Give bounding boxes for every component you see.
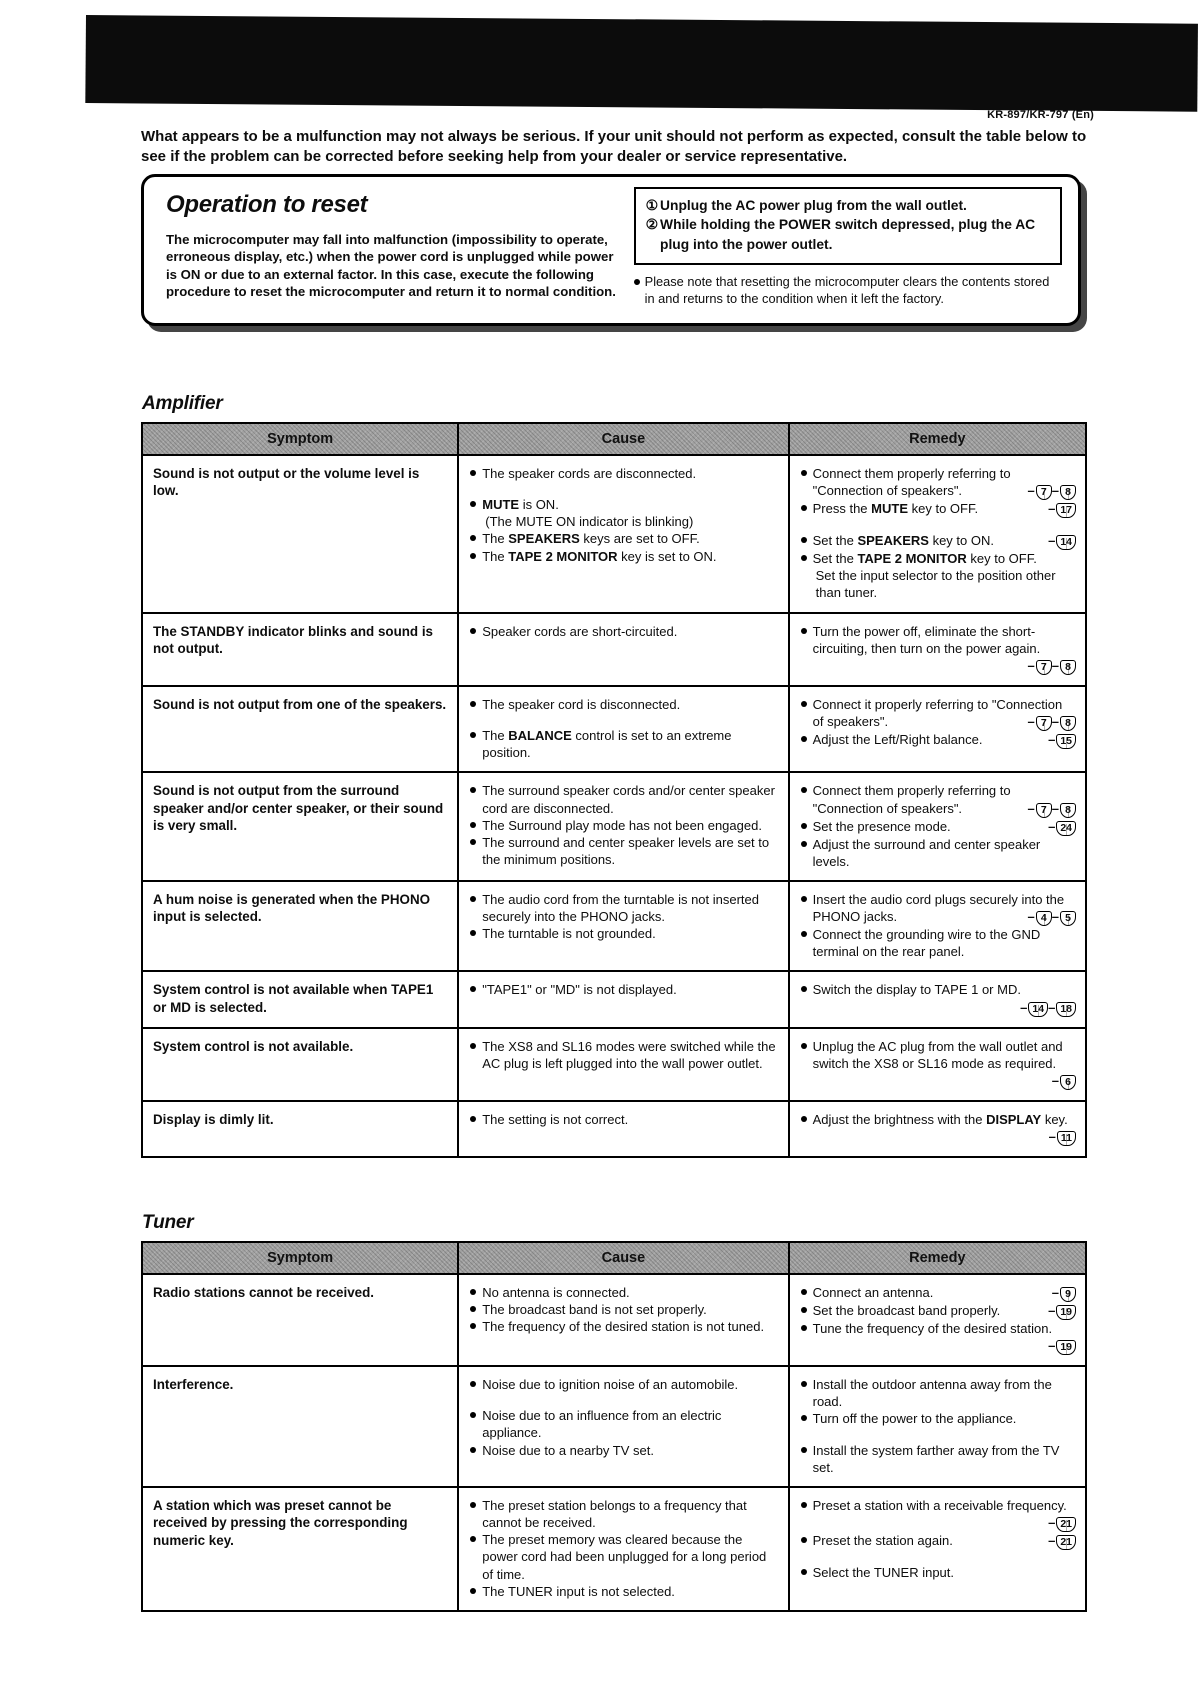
cell-item-text: Install the outdoor antenna away from the road. bbox=[812, 1377, 1052, 1410]
bullet-icon bbox=[801, 537, 807, 543]
reset-steps-box bbox=[634, 187, 1062, 265]
cause-cell bbox=[458, 971, 788, 1027]
cell-item bbox=[469, 548, 778, 565]
cell-item bbox=[800, 500, 1076, 518]
intro-paragraph: What appears to be a mulfunction may not always be serious. If your unit should not perform as expected, consult the table below to see if the problem can be corrected before seeking help from your dealer or service representative. bbox=[141, 128, 1087, 165]
section-title-amplifier: Amplifier bbox=[142, 393, 223, 414]
table-row bbox=[142, 772, 1086, 880]
cell-item-text: Noise due to ignition noise of an automobile. bbox=[482, 1377, 739, 1393]
bullet-icon bbox=[801, 1381, 807, 1387]
cell-item-text: (The MUTE ON indicator is blinking) bbox=[485, 514, 694, 530]
cell-item bbox=[800, 1497, 1076, 1532]
page-references: – 15 bbox=[1048, 731, 1076, 749]
bullet-icon bbox=[470, 732, 476, 738]
bullet-icon bbox=[470, 1502, 476, 1508]
cell-item-text: Insert the audio cord plugs securely into the PHONO jacks. bbox=[812, 891, 1065, 925]
cell-item-text: Adjust the brightness with the DISPLAY key. bbox=[812, 1111, 1068, 1127]
cell-item-text: Unplug the AC plug from the wall outlet and switch the XS8 or SL16 mode as required. bbox=[812, 1038, 1063, 1071]
bullet-icon bbox=[470, 1323, 476, 1329]
symptom-cell: Sound is not output from one of the speakers. bbox=[142, 686, 458, 772]
table-row bbox=[142, 1028, 1086, 1101]
open-book-page-icon: 8 bbox=[1060, 660, 1076, 675]
bullet-icon bbox=[470, 1588, 476, 1594]
bullet-icon bbox=[470, 986, 476, 992]
cell-item-text: Connect them properly referring to "Connection of speakers". bbox=[812, 466, 1011, 499]
open-book-page-icon: 5 bbox=[1060, 911, 1076, 926]
page-references: – 14 – 18 bbox=[1020, 999, 1076, 1017]
symptom-cell: Sound is not output from the surround speaker and/or center speaker, or their sound is very small. bbox=[142, 772, 458, 880]
page-references: – 19 bbox=[1048, 1337, 1076, 1355]
cell-item-text: Turn the power off, eliminate the short-circuiting, then turn on the power again. bbox=[812, 623, 1041, 656]
bullet-icon bbox=[470, 787, 476, 793]
bullet-icon bbox=[470, 470, 476, 476]
bullet-icon bbox=[470, 501, 476, 507]
cell-item-text: Adjust the surround and center speaker levels. bbox=[812, 836, 1041, 869]
open-book-page-icon: 8 bbox=[1060, 803, 1076, 818]
cell-item bbox=[469, 925, 778, 942]
cell-item bbox=[800, 891, 1076, 926]
bullet-icon bbox=[801, 1447, 807, 1453]
page-references: – 21 bbox=[1048, 1532, 1076, 1550]
symptom-cell: Interference. bbox=[142, 1366, 458, 1487]
cell-item-text: Noise due to an influence from an electric appliance. bbox=[482, 1408, 722, 1441]
page-references: – 7 – 8 bbox=[1028, 800, 1076, 818]
bullet-icon bbox=[470, 839, 476, 845]
cell-item bbox=[800, 836, 1076, 870]
cell-item bbox=[469, 727, 778, 761]
table-row bbox=[142, 455, 1086, 613]
cause-cell bbox=[458, 881, 788, 971]
cell-item bbox=[469, 1376, 778, 1393]
cell-item-text: MUTE is ON. bbox=[482, 497, 559, 513]
cell-item bbox=[800, 532, 1076, 550]
cell-item bbox=[800, 1111, 1076, 1146]
section-title-tuner: Tuner bbox=[142, 1212, 194, 1233]
cell-item bbox=[800, 1442, 1076, 1476]
remedy-cell bbox=[789, 455, 1086, 613]
table-header-row bbox=[142, 1242, 1086, 1274]
open-book-page-icon: 21 bbox=[1056, 1517, 1076, 1532]
open-book-page-icon: 4 bbox=[1036, 911, 1052, 926]
cell-item bbox=[469, 981, 778, 998]
remedy-cell bbox=[789, 881, 1086, 971]
bullet-icon bbox=[801, 1325, 807, 1331]
cell-item bbox=[469, 1583, 778, 1600]
cell-item-text: The frequency of the desired station is not tuned. bbox=[482, 1319, 765, 1335]
bullet-icon bbox=[470, 1306, 476, 1312]
cause-cell bbox=[458, 613, 788, 686]
cell-item-text: The TAPE 2 MONITOR key is set to ON. bbox=[482, 548, 717, 564]
cause-cell bbox=[458, 455, 788, 613]
page-references: – 7 – 8 bbox=[1028, 482, 1076, 500]
reset-box-description: The microcomputer may fall into malfunction (impossibility to operate, erroneous display, etc.) when the power cord is unplugged while power is ON or due to an external factor. In this case, execute the following procedure to reset the microcomputer and return it to normal condition. bbox=[166, 232, 616, 300]
cell-item-text: Set the TAPE 2 MONITOR key to OFF. bbox=[812, 551, 1037, 567]
bullet-icon bbox=[470, 822, 476, 828]
bullet-icon bbox=[801, 1043, 807, 1049]
open-book-page-icon: 15 bbox=[1056, 734, 1076, 749]
cell-item-text: Turn off the power to the appliance. bbox=[812, 1411, 1017, 1427]
cause-cell bbox=[458, 1028, 788, 1101]
cell-item bbox=[800, 1320, 1076, 1355]
cell-item bbox=[469, 834, 778, 868]
table-head bbox=[142, 423, 1086, 455]
page-references: – 7 – 8 bbox=[1028, 657, 1076, 675]
bullet-icon bbox=[801, 931, 807, 937]
bullet-icon bbox=[801, 736, 807, 742]
amplifier-section bbox=[141, 393, 1087, 1158]
open-book-page-icon: 19 bbox=[1056, 1305, 1076, 1320]
cell-item bbox=[469, 1318, 778, 1335]
table-row bbox=[142, 1274, 1086, 1366]
cell-item bbox=[800, 1564, 1076, 1581]
step-text: Unplug the AC power plug from the wall outlet. bbox=[660, 198, 967, 213]
cell-item bbox=[469, 530, 778, 547]
bullet-icon bbox=[801, 787, 807, 793]
cell-item-text: Connect them properly referring to "Connection of speakers". bbox=[812, 783, 1011, 816]
column-header-cause: Cause bbox=[458, 1242, 788, 1274]
remedy-cell bbox=[789, 1028, 1086, 1101]
open-book-page-icon: 11 bbox=[1057, 1131, 1076, 1146]
table-head bbox=[142, 1242, 1086, 1274]
reset-box-right-column bbox=[630, 177, 1078, 323]
cell-item-text: The SPEAKERS keys are set to OFF. bbox=[482, 531, 700, 547]
bullet-icon bbox=[801, 1537, 807, 1543]
cell-item bbox=[469, 496, 778, 513]
cell-item bbox=[800, 981, 1076, 1016]
cell-item-text: The turntable is not grounded. bbox=[482, 926, 656, 942]
symptom-cell: Radio stations cannot be received. bbox=[142, 1274, 458, 1366]
cell-item-text: The preset memory was cleared because the power cord had been unplugged for a long period of time. bbox=[482, 1532, 767, 1582]
bullet-icon bbox=[470, 1381, 476, 1387]
bullet-icon bbox=[801, 1502, 807, 1508]
cell-item-text: The TUNER input is not selected. bbox=[482, 1583, 675, 1599]
bullet-icon bbox=[634, 279, 640, 285]
column-header-symptom: Symptom bbox=[142, 1242, 458, 1274]
symptom-cell: System control is not available when TAPE1 or MD is selected. bbox=[142, 971, 458, 1027]
remedy-cell bbox=[789, 971, 1086, 1027]
cause-cell bbox=[458, 686, 788, 772]
cell-item-text: Set the SPEAKERS key to ON. bbox=[812, 533, 994, 549]
reset-box-left-column bbox=[144, 177, 630, 323]
open-book-page-icon: 21 bbox=[1056, 1535, 1076, 1550]
cell-item-text: The Surround play mode has not been engaged. bbox=[482, 817, 762, 833]
bullet-icon bbox=[470, 896, 476, 902]
cell-item bbox=[800, 1376, 1076, 1410]
step-number-icon: ② bbox=[645, 217, 659, 233]
cell-item bbox=[469, 1442, 778, 1459]
cell-item-text: The surround and center speaker levels are set to the minimum positions. bbox=[482, 834, 770, 868]
cell-item bbox=[469, 782, 778, 816]
bullet-icon bbox=[801, 555, 807, 561]
remedy-cell bbox=[789, 1487, 1086, 1611]
table-row bbox=[142, 1366, 1086, 1487]
model-code: KR-897/KR-797 (En) bbox=[987, 109, 1094, 121]
page-references: – 6 bbox=[1052, 1072, 1076, 1090]
bullet-icon bbox=[470, 553, 476, 559]
cell-item-text: Noise due to a nearby TV set. bbox=[482, 1442, 654, 1458]
cell-item bbox=[800, 696, 1076, 731]
cell-item bbox=[800, 1284, 1076, 1302]
table-row bbox=[142, 1101, 1086, 1157]
open-book-page-icon: 7 bbox=[1036, 485, 1052, 500]
column-header-cause: Cause bbox=[458, 423, 788, 455]
cell-item bbox=[800, 782, 1076, 817]
open-book-page-icon: 7 bbox=[1036, 803, 1052, 818]
cell-item-text: Install the system farther away from the TV set. bbox=[812, 1442, 1060, 1475]
open-book-page-icon: 14 bbox=[1056, 535, 1076, 550]
cell-item-text: Connect it properly referring to "Connection of speakers". bbox=[812, 696, 1063, 730]
troubleshooting-table-amplifier bbox=[141, 422, 1087, 1158]
bullet-icon bbox=[801, 1289, 807, 1295]
cell-item-text: Select the TUNER input. bbox=[812, 1565, 955, 1581]
cell-item-text: Adjust the Left/Right balance. bbox=[812, 732, 983, 748]
symptom-cell: The STANDBY indicator blinks and sound is not output. bbox=[142, 613, 458, 686]
open-book-page-icon: 7 bbox=[1036, 660, 1052, 675]
cell-item-text: The preset station belongs to a frequency that cannot be received. bbox=[482, 1497, 747, 1531]
page-references: – 9 bbox=[1052, 1284, 1076, 1302]
troubleshooting-table-tuner bbox=[141, 1241, 1087, 1612]
open-book-page-icon: 7 bbox=[1036, 716, 1052, 731]
symptom-cell: System control is not available. bbox=[142, 1028, 458, 1101]
cause-cell bbox=[458, 772, 788, 880]
bullet-icon bbox=[801, 896, 807, 902]
open-book-page-icon: 8 bbox=[1060, 485, 1076, 500]
bullet-icon bbox=[801, 628, 807, 634]
open-book-page-icon: 18 bbox=[1056, 1002, 1076, 1017]
bullet-icon bbox=[470, 701, 476, 707]
open-book-page-icon: 17 bbox=[1056, 503, 1076, 518]
table-body bbox=[142, 1274, 1086, 1611]
cell-item-text: Tune the frequency of the desired station. bbox=[812, 1321, 1053, 1336]
bullet-icon bbox=[801, 1116, 807, 1122]
cell-item bbox=[469, 696, 778, 713]
table-row bbox=[142, 971, 1086, 1027]
cell-item bbox=[469, 1038, 778, 1072]
operation-to-reset-box bbox=[141, 174, 1081, 326]
cell-item bbox=[469, 465, 778, 482]
column-header-remedy: Remedy bbox=[789, 423, 1086, 455]
cell-item bbox=[800, 550, 1076, 567]
open-book-page-icon: 8 bbox=[1060, 716, 1076, 731]
remedy-cell bbox=[789, 613, 1086, 686]
cell-item-text: Preset the station again. bbox=[812, 1533, 953, 1549]
symptom-cell: A station which was preset cannot be received by pressing the corresponding numeric key. bbox=[142, 1487, 458, 1611]
symptom-cell: Display is dimly lit. bbox=[142, 1101, 458, 1157]
table-row bbox=[142, 881, 1086, 971]
cell-item bbox=[469, 1301, 778, 1318]
cell-item-text: The broadcast band is not set properly. bbox=[482, 1302, 707, 1318]
cell-item bbox=[800, 465, 1076, 500]
page-references: – 24 bbox=[1048, 818, 1076, 836]
cell-item bbox=[469, 1531, 778, 1582]
page-references: – 19 bbox=[1048, 1302, 1076, 1320]
cell-item bbox=[469, 1284, 778, 1301]
bullet-icon bbox=[470, 535, 476, 541]
page-top-black-banner bbox=[85, 15, 1198, 112]
cause-cell bbox=[458, 1274, 788, 1366]
cell-item bbox=[800, 1410, 1076, 1427]
step-number-icon: ① bbox=[645, 198, 659, 213]
table-body bbox=[142, 455, 1086, 1157]
bullet-icon bbox=[470, 930, 476, 936]
cell-item-text: Set the input selector to the position other than tuner. bbox=[815, 568, 1056, 601]
cell-item bbox=[800, 567, 1076, 601]
table-row bbox=[142, 686, 1086, 772]
bullet-icon bbox=[801, 841, 807, 847]
table-header-row bbox=[142, 423, 1086, 455]
page-references: – 11 bbox=[1049, 1128, 1076, 1146]
bullet-icon bbox=[470, 1116, 476, 1122]
cell-item bbox=[800, 818, 1076, 836]
cell-item bbox=[800, 1532, 1076, 1550]
table-row bbox=[142, 613, 1086, 686]
reset-step bbox=[646, 215, 1050, 254]
cell-item-text: Connect the grounding wire to the GND terminal on the rear panel. bbox=[812, 927, 1041, 960]
symptom-cell: A hum noise is generated when the PHONO input is selected. bbox=[142, 881, 458, 971]
bullet-icon bbox=[801, 1415, 807, 1421]
bullet-icon bbox=[801, 470, 807, 476]
bullet-icon bbox=[801, 823, 807, 829]
cell-item-text: Switch the display to TAPE 1 or MD. bbox=[812, 982, 1021, 998]
cell-item-text: The audio cord from the turntable is not inserted securely into the PHONO jacks. bbox=[482, 891, 759, 925]
column-header-symptom: Symptom bbox=[142, 423, 458, 455]
open-book-page-icon: 9 bbox=[1060, 1287, 1076, 1302]
bullet-icon bbox=[470, 1289, 476, 1295]
cell-item bbox=[800, 623, 1076, 675]
column-header-remedy: Remedy bbox=[789, 1242, 1086, 1274]
bullet-icon bbox=[801, 1307, 807, 1313]
cell-item bbox=[469, 623, 778, 640]
open-book-page-icon: 6 bbox=[1060, 1075, 1076, 1090]
remedy-cell bbox=[789, 686, 1086, 772]
open-book-page-icon: 24 bbox=[1056, 821, 1076, 836]
bullet-icon bbox=[801, 1569, 807, 1575]
cell-item-text: Set the presence mode. bbox=[812, 818, 951, 834]
symptom-cell: Sound is not output or the volume level is low. bbox=[142, 455, 458, 613]
cell-item bbox=[469, 1407, 778, 1441]
reset-step bbox=[646, 196, 1050, 215]
cell-item-text: The XS8 and SL16 modes were switched while the AC plug is left plugged into the wall power outlet. bbox=[482, 1038, 776, 1071]
bullet-icon bbox=[470, 1536, 476, 1542]
cell-item bbox=[469, 1497, 778, 1531]
cell-item bbox=[469, 891, 778, 925]
reset-box-title: Operation to reset bbox=[166, 191, 368, 218]
bullet-icon bbox=[801, 986, 807, 992]
bullet-icon bbox=[470, 628, 476, 634]
cause-cell bbox=[458, 1366, 788, 1487]
bullet-icon bbox=[470, 1043, 476, 1049]
remedy-cell bbox=[789, 1101, 1086, 1157]
remedy-cell bbox=[789, 1274, 1086, 1366]
cause-cell bbox=[458, 1101, 788, 1157]
page-references: – 17 bbox=[1048, 500, 1076, 518]
cell-item-text: The speaker cords are disconnected. bbox=[482, 466, 697, 481]
open-book-page-icon: 14 bbox=[1028, 1002, 1048, 1017]
cell-item bbox=[469, 1111, 778, 1128]
cell-item bbox=[800, 1038, 1076, 1090]
cell-item bbox=[469, 513, 778, 530]
cell-item-text: The setting is not correct. bbox=[482, 1111, 629, 1127]
reset-note bbox=[634, 274, 1062, 307]
bullet-icon bbox=[470, 1412, 476, 1418]
cell-item-text: No antenna is connected. bbox=[482, 1285, 630, 1300]
cell-item-text: "TAPE1" or "MD" is not displayed. bbox=[482, 982, 677, 998]
cell-item bbox=[800, 731, 1076, 749]
remedy-cell bbox=[789, 772, 1086, 880]
step-text: While holding the POWER switch depressed, plug the AC plug into the power outlet. bbox=[660, 217, 1036, 252]
bullet-icon bbox=[801, 701, 807, 707]
cell-item-text: Preset a station with a receivable frequency. bbox=[812, 1497, 1067, 1513]
page-references: – 7 – 8 bbox=[1028, 713, 1076, 731]
reset-note-text: Please note that resetting the microcomputer clears the contents stored in and returns to the condition when it left the factory. bbox=[644, 273, 1050, 306]
cell-item bbox=[800, 1302, 1076, 1320]
cell-item-text: Set the broadcast band properly. bbox=[812, 1303, 1001, 1318]
table-row bbox=[142, 1487, 1086, 1611]
cell-item bbox=[800, 926, 1076, 960]
bullet-icon bbox=[470, 1447, 476, 1453]
page-references: – 21 bbox=[1048, 1514, 1076, 1532]
cell-item-text: The speaker cord is disconnected. bbox=[482, 696, 681, 712]
remedy-cell bbox=[789, 1366, 1086, 1487]
page-references: – 4 – 5 bbox=[1028, 908, 1076, 926]
cell-item-text: The BALANCE control is set to an extreme position. bbox=[482, 728, 732, 761]
bullet-icon bbox=[801, 505, 807, 511]
cell-item-text: Speaker cords are short-circuited. bbox=[482, 623, 678, 639]
cell-item-text: Press the MUTE key to OFF. bbox=[812, 501, 979, 517]
cell-item-text: Connect an antenna. bbox=[812, 1285, 934, 1300]
cell-item bbox=[469, 817, 778, 834]
tuner-section bbox=[141, 1212, 1087, 1612]
cause-cell bbox=[458, 1487, 788, 1611]
open-book-page-icon: 19 bbox=[1056, 1340, 1076, 1355]
page-references: – 14 bbox=[1048, 532, 1076, 550]
cell-item-text: The surround speaker cords and/or center speaker cord are disconnected. bbox=[482, 783, 775, 816]
